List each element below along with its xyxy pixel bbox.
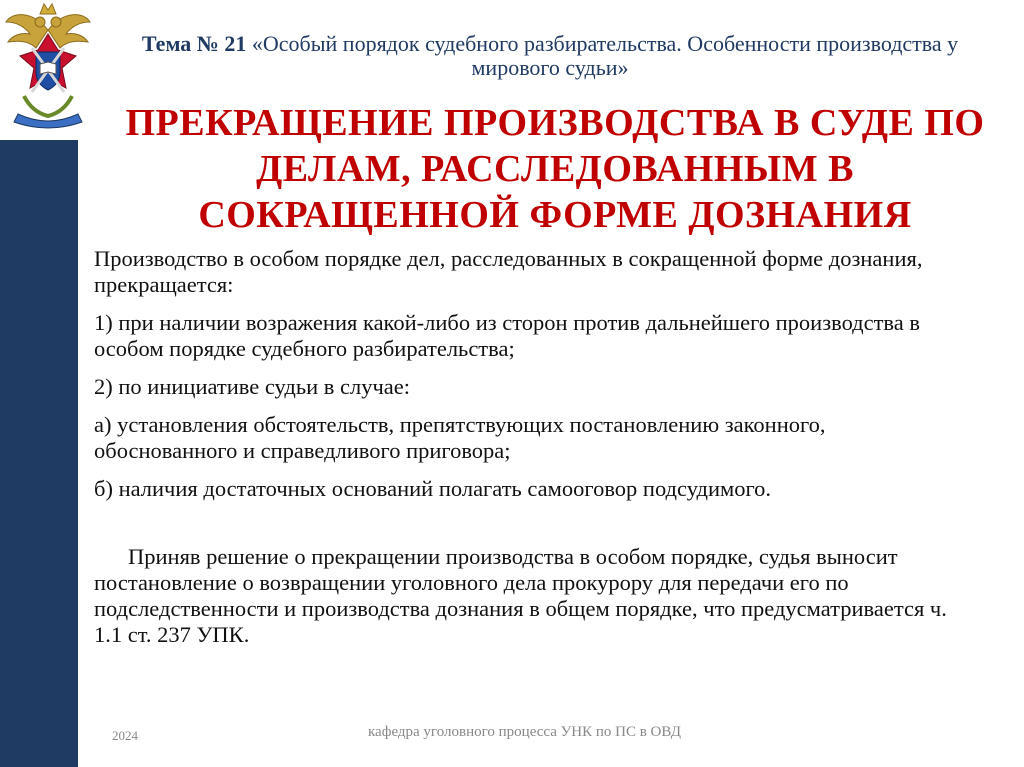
topic-title — [120, 32, 980, 80]
paragraph-item-2: 2) по инициативе судьи в случае: — [94, 374, 411, 399]
slide-heading: ПРЕКРАЩЕНИЕ ПРОИЗВОДСТВА В СУДЕ ПО ДЕЛАМ, РАССЛЕДОВАННЫМ В СОКРАЩЕННОЙ ФОРМЕ ДОЗНАНИЯ — [125, 102, 985, 236]
topic-text: «Особый порядок судебного разбирательства. Особенности производства у мирового судьи» — [251, 31, 959, 80]
paragraph-item-1: 1) при наличии возражения какой-либо из сторон против дальнейшего производства в особом порядке судебного разбирательства; — [94, 310, 920, 361]
paragraph-closing: Приняв решение о прекращении производства в особом порядке, судья выносит постановление о возвращении уголовного дела прокурору для передачи его по подследственности и производства дознания в общем порядке, что предусматривается ч. 1.1 ст. 237 УПК. — [94, 544, 947, 647]
paragraph-item-2b: б) наличия достаточных оснований полагать самооговор подсудимого. — [94, 476, 772, 501]
topic-prefix: Тема № 21 — [141, 31, 247, 56]
footer-department: кафедра уголовного процесса УНК по ПС в ОВД — [368, 724, 682, 740]
side-bar — [0, 140, 78, 767]
paragraph-item-2a: а) установления обстоятельств, препятствующих постановлению законного, обоснованного и справедливого приговора; — [94, 412, 826, 463]
police-academy-emblem-icon — [2, 0, 94, 132]
slide-content — [94, 246, 974, 660]
footer-year: 2024 — [112, 728, 138, 743]
paragraph-intro: Производство в особом порядке дел, расследованных в сокращенной форме дознания, прекращается: — [94, 246, 923, 297]
